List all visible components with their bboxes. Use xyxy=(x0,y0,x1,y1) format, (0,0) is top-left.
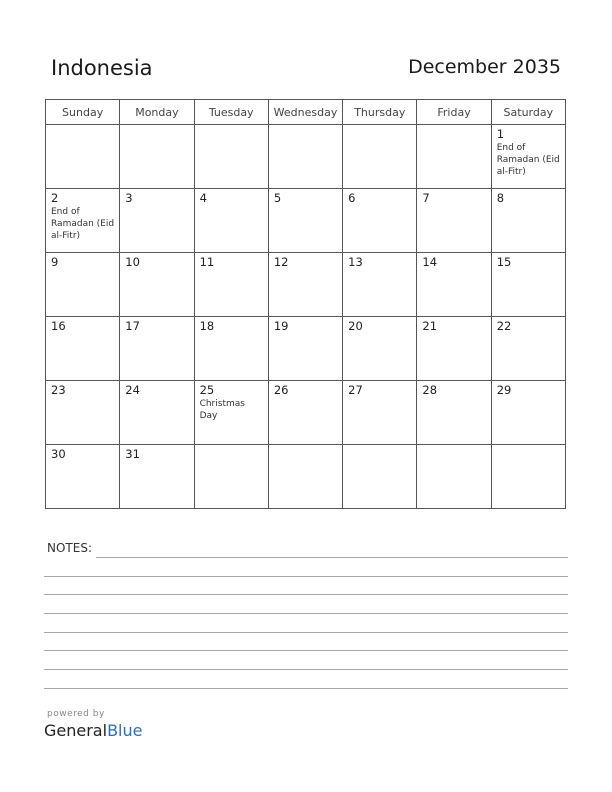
day-number: 9 xyxy=(51,255,59,269)
notes-label: NOTES: xyxy=(47,541,92,555)
day-number: 5 xyxy=(273,191,282,205)
day-cell xyxy=(417,125,491,189)
day-cell xyxy=(343,125,417,189)
day-cell xyxy=(194,445,268,509)
weekday-header: Tuesday xyxy=(194,100,268,125)
day-number: 16 xyxy=(51,319,66,333)
weekday-header: Thursday xyxy=(343,100,417,125)
day-cell xyxy=(491,125,565,189)
day-cell xyxy=(46,445,120,509)
day-cell xyxy=(46,125,120,189)
day-cell xyxy=(46,253,120,317)
day-cell xyxy=(194,189,268,253)
day-number: 31 xyxy=(125,447,140,461)
weekday-header: Friday xyxy=(417,100,491,125)
day-cell xyxy=(46,381,120,445)
note-line xyxy=(96,557,568,558)
day-cell xyxy=(417,253,491,317)
day-number: 20 xyxy=(348,319,363,333)
note-line xyxy=(44,669,568,670)
day-number: 25 xyxy=(199,383,215,397)
day-number: 7 xyxy=(422,191,430,205)
day-number: 15 xyxy=(496,255,512,269)
day-number: 14 xyxy=(422,255,438,269)
holiday-label: Christmas Day xyxy=(199,399,245,421)
day-cell xyxy=(268,189,342,253)
note-line xyxy=(44,632,568,633)
day-number: 3 xyxy=(125,191,133,205)
day-cell xyxy=(417,445,491,509)
day-number: 6 xyxy=(348,191,356,205)
week-row xyxy=(46,125,566,189)
day-cell xyxy=(491,189,565,253)
note-line xyxy=(44,650,568,651)
day-number: 30 xyxy=(51,447,66,461)
day-cell xyxy=(268,381,342,445)
day-cell xyxy=(120,381,194,445)
day-cell xyxy=(120,125,194,189)
day-cell xyxy=(120,189,194,253)
day-number: 19 xyxy=(273,319,289,333)
day-number: 24 xyxy=(125,383,140,397)
weekday-header: Saturday xyxy=(491,100,565,125)
day-cell xyxy=(417,381,491,445)
day-number: 10 xyxy=(125,255,140,269)
calendar-country-title: Indonesia xyxy=(51,56,153,80)
day-cell xyxy=(491,253,565,317)
generalblue-logo[interactable] xyxy=(44,721,142,740)
day-cell xyxy=(120,445,194,509)
weekday-header: Wednesday xyxy=(268,100,342,125)
day-cell xyxy=(120,317,194,381)
day-cell xyxy=(491,317,565,381)
day-number: 8 xyxy=(496,191,505,205)
day-cell xyxy=(343,445,417,509)
day-number: 22 xyxy=(496,319,512,333)
day-cell xyxy=(194,125,268,189)
day-cell xyxy=(194,381,268,445)
day-cell xyxy=(46,317,120,381)
weekday-header: Monday xyxy=(120,100,194,125)
day-cell xyxy=(343,381,417,445)
day-number: 29 xyxy=(496,383,512,397)
day-number: 27 xyxy=(348,383,363,397)
day-number: 28 xyxy=(422,383,438,397)
note-line xyxy=(44,576,568,577)
day-cell xyxy=(268,445,342,509)
day-cell xyxy=(194,253,268,317)
day-number: 23 xyxy=(51,383,66,397)
day-number: 1 xyxy=(496,127,505,141)
day-cell xyxy=(491,445,565,509)
powered-by-text: powered by xyxy=(47,709,105,719)
day-number: 12 xyxy=(273,255,289,269)
week-row xyxy=(46,189,566,253)
day-cell xyxy=(343,253,417,317)
calendar-grid xyxy=(45,99,566,509)
calendar-month-title: December 2035 xyxy=(408,56,561,78)
week-row xyxy=(46,381,566,445)
holiday-label: End of Ramadan (Eid al-Fitr) xyxy=(496,143,560,177)
day-number: 26 xyxy=(273,383,289,397)
day-number: 2 xyxy=(51,191,59,205)
week-row xyxy=(46,445,566,509)
day-cell xyxy=(46,189,120,253)
note-line xyxy=(44,613,568,614)
brand-general-text: General xyxy=(44,721,108,740)
day-cell xyxy=(417,317,491,381)
day-cell xyxy=(268,253,342,317)
weekday-header-row xyxy=(46,100,566,125)
day-number: 21 xyxy=(422,319,438,333)
day-cell xyxy=(491,381,565,445)
day-cell xyxy=(343,189,417,253)
day-number: 11 xyxy=(199,255,215,269)
week-row xyxy=(46,317,566,381)
day-cell xyxy=(417,189,491,253)
day-cell xyxy=(120,253,194,317)
week-row xyxy=(46,253,566,317)
weekday-header: Sunday xyxy=(46,100,120,125)
note-line xyxy=(44,688,568,689)
day-cell xyxy=(343,317,417,381)
day-number: 13 xyxy=(348,255,363,269)
day-number: 17 xyxy=(125,319,140,333)
day-cell xyxy=(194,317,268,381)
brand-blue-text: Blue xyxy=(107,721,143,740)
day-number: 18 xyxy=(199,319,215,333)
note-line xyxy=(44,594,568,595)
day-number: 4 xyxy=(199,191,207,205)
day-cell xyxy=(268,125,342,189)
holiday-label: End of Ramadan (Eid al-Fitr) xyxy=(51,207,115,241)
day-cell xyxy=(268,317,342,381)
